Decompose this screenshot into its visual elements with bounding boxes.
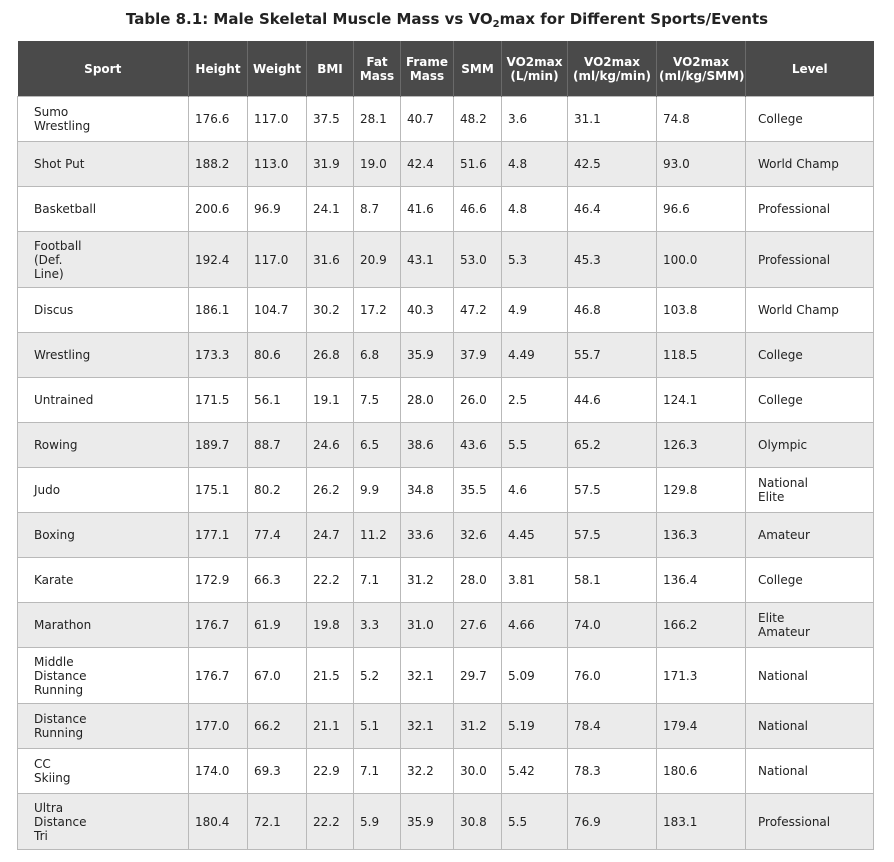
cell-frame-mass: 28.0 [401, 378, 454, 423]
cell-level [746, 704, 874, 749]
cell-bmi: 24.7 [307, 513, 354, 558]
cell-sport-line: Basketball [34, 202, 97, 216]
col-header-frame-mass-line1: Frame [405, 54, 449, 69]
cell-level [746, 333, 874, 378]
cell-weight: 61.9 [248, 603, 307, 648]
cell-fat-mass: 5.2 [354, 648, 401, 704]
cell-vo2-lmin: 5.09 [502, 648, 568, 704]
table-row [18, 794, 874, 850]
cell-fat-mass: 3.3 [354, 603, 401, 648]
table-row [18, 142, 874, 187]
cell-fat-mass: 7.1 [354, 749, 401, 794]
cell-level [746, 558, 874, 603]
cell-smm: 27.6 [454, 603, 502, 648]
col-header-weight-label: Weight [253, 61, 301, 76]
cell-weight: 77.4 [248, 513, 307, 558]
cell-weight: 117.0 [248, 97, 307, 142]
cell-weight: 104.7 [248, 288, 307, 333]
cell-height: 174.0 [189, 749, 248, 794]
col-header-bmi-label: BMI [317, 61, 343, 76]
cell-vo2-lmin: 5.5 [502, 423, 568, 468]
cell-sport-line: Running [34, 726, 84, 740]
cell-weight: 117.0 [248, 232, 307, 288]
col-header-vo2-mlkgmin-line1: VO2max [584, 54, 640, 69]
table-row [18, 232, 874, 288]
cell-fat-mass: 5.9 [354, 794, 401, 850]
cell-sport [18, 378, 189, 423]
cell-vo2-mlkgsmm: 136.3 [657, 513, 746, 558]
cell-sport-line: Discus [34, 303, 74, 317]
cell-frame-mass: 34.8 [401, 468, 454, 513]
cell-vo2-mlkgsmm: 124.1 [657, 378, 746, 423]
col-header-vo2-mlkgsmm-line2: (ml/kg/SMM) [659, 68, 745, 83]
cell-level-line: National [758, 476, 809, 490]
cell-smm: 51.6 [454, 142, 502, 187]
cell-sport-line: Ultra [34, 800, 64, 815]
col-header-fat-mass-line2: Mass [359, 68, 395, 83]
cell-sport [18, 468, 189, 513]
cell-sport-line: Distance [34, 814, 87, 829]
cell-level-line: National [758, 764, 809, 778]
cell-sport-line: Rowing [34, 438, 78, 452]
table-row [18, 378, 874, 423]
cell-vo2-mlkgsmm: 74.8 [657, 97, 746, 142]
cell-level [746, 97, 874, 142]
table-row [18, 187, 874, 232]
table-row [18, 468, 874, 513]
cell-vo2-lmin: 3.6 [502, 97, 568, 142]
cell-vo2-lmin: 5.42 [502, 749, 568, 794]
cell-vo2-lmin: 4.6 [502, 468, 568, 513]
table-row [18, 603, 874, 648]
cell-vo2-mlkgsmm: 179.4 [657, 704, 746, 749]
cell-vo2-mlkgmin: 55.7 [568, 333, 657, 378]
cell-level-line: Elite [758, 611, 785, 625]
table-row [18, 97, 874, 142]
cell-level-line: Professional [758, 814, 831, 829]
col-header-fat-mass [354, 41, 401, 97]
cell-vo2-mlkgsmm: 118.5 [657, 333, 746, 378]
cell-height: 177.0 [189, 704, 248, 749]
cell-sport [18, 232, 189, 288]
cell-level-line: College [758, 348, 803, 362]
cell-sport [18, 423, 189, 468]
cell-level-line: Amateur [758, 528, 810, 542]
cell-frame-mass: 42.4 [401, 142, 454, 187]
cell-vo2-lmin: 2.5 [502, 378, 568, 423]
cell-height: 176.6 [189, 97, 248, 142]
cell-vo2-lmin: 5.3 [502, 232, 568, 288]
cell-smm: 30.0 [454, 749, 502, 794]
cell-vo2-mlkgsmm: 126.3 [657, 423, 746, 468]
cell-sport-line: Boxing [34, 528, 75, 542]
cell-height: 173.3 [189, 333, 248, 378]
table-row [18, 288, 874, 333]
cell-height: 188.2 [189, 142, 248, 187]
cell-fat-mass: 5.1 [354, 704, 401, 749]
cell-vo2-lmin: 3.81 [502, 558, 568, 603]
cell-weight: 67.0 [248, 648, 307, 704]
table-title [0, 10, 894, 30]
cell-height: 192.4 [189, 232, 248, 288]
cell-smm: 29.7 [454, 648, 502, 704]
col-header-fat-mass-line1: Fat [366, 54, 388, 69]
col-header-frame-mass-line2: Mass [409, 68, 445, 83]
cell-frame-mass: 38.6 [401, 423, 454, 468]
cell-sport-line: Wrestling [34, 119, 91, 133]
cell-smm: 35.5 [454, 468, 502, 513]
table-title-prefix: Table 8.1: Male Skeletal Muscle Mass vs VO [125, 10, 493, 28]
cell-bmi: 19.1 [307, 378, 354, 423]
cell-weight: 96.9 [248, 187, 307, 232]
cell-vo2-mlkgmin: 76.0 [568, 648, 657, 704]
cell-level-line: Professional [758, 202, 831, 216]
table-body [18, 97, 874, 850]
cell-sport-line: CC [34, 757, 51, 771]
cell-smm: 28.0 [454, 558, 502, 603]
header-row [18, 41, 874, 97]
cell-height: 180.4 [189, 794, 248, 850]
cell-vo2-mlkgmin: 44.6 [568, 378, 657, 423]
cell-vo2-lmin: 5.19 [502, 704, 568, 749]
cell-sport [18, 749, 189, 794]
cell-level-line: National [758, 719, 809, 733]
cell-bmi: 31.9 [307, 142, 354, 187]
cell-frame-mass: 32.2 [401, 749, 454, 794]
cell-height: 200.6 [189, 187, 248, 232]
cell-vo2-mlkgmin: 78.4 [568, 704, 657, 749]
cell-bmi: 22.2 [307, 794, 354, 850]
cell-level-line: College [758, 112, 803, 126]
cell-sport [18, 97, 189, 142]
cell-smm: 26.0 [454, 378, 502, 423]
cell-frame-mass: 40.7 [401, 97, 454, 142]
table-title-suffix: max for Different Sports/Events [499, 10, 769, 28]
cell-fat-mass: 7.1 [354, 558, 401, 603]
cell-level [746, 648, 874, 704]
cell-level-line: Professional [758, 252, 831, 267]
cell-weight: 69.3 [248, 749, 307, 794]
cell-vo2-mlkgmin: 74.0 [568, 603, 657, 648]
col-header-sport [18, 41, 189, 97]
cell-smm: 43.6 [454, 423, 502, 468]
cell-bmi: 26.8 [307, 333, 354, 378]
cell-height: 176.7 [189, 648, 248, 704]
cell-level-line: World Champ [758, 303, 839, 317]
cell-sport-line: Karate [34, 573, 74, 587]
cell-frame-mass: 35.9 [401, 794, 454, 850]
cell-level [746, 468, 874, 513]
cell-height: 186.1 [189, 288, 248, 333]
table-row [18, 423, 874, 468]
col-header-vo2-mlkgsmm-line1: VO2max [673, 54, 729, 69]
cell-fat-mass: 9.9 [354, 468, 401, 513]
cell-vo2-lmin: 4.9 [502, 288, 568, 333]
cell-bmi: 31.6 [307, 232, 354, 288]
cell-level-line: College [758, 573, 803, 587]
cell-vo2-mlkgmin: 46.8 [568, 288, 657, 333]
cell-level-line: National [758, 668, 809, 683]
cell-bmi: 21.5 [307, 648, 354, 704]
cell-sport [18, 603, 189, 648]
col-header-bmi [307, 41, 354, 97]
cell-level [746, 423, 874, 468]
cell-vo2-mlkgsmm: 129.8 [657, 468, 746, 513]
cell-weight: 88.7 [248, 423, 307, 468]
cell-fat-mass: 28.1 [354, 97, 401, 142]
cell-vo2-mlkgmin: 78.3 [568, 749, 657, 794]
table-title-subscript: 2 [492, 19, 500, 30]
cell-bmi: 22.9 [307, 749, 354, 794]
cell-smm: 30.8 [454, 794, 502, 850]
cell-vo2-mlkgmin: 57.5 [568, 468, 657, 513]
cell-weight: 66.3 [248, 558, 307, 603]
cell-sport-line: Untrained [34, 393, 94, 407]
table-row [18, 749, 874, 794]
cell-sport-line: Distance [34, 668, 87, 683]
cell-vo2-mlkgmin: 31.1 [568, 97, 657, 142]
cell-vo2-lmin: 4.49 [502, 333, 568, 378]
cell-level-line: Elite [758, 490, 785, 504]
cell-fat-mass: 8.7 [354, 187, 401, 232]
cell-frame-mass: 40.3 [401, 288, 454, 333]
cell-height: 177.1 [189, 513, 248, 558]
cell-vo2-mlkgsmm: 183.1 [657, 794, 746, 850]
cell-fat-mass: 6.5 [354, 423, 401, 468]
cell-sport-line: Wrestling [34, 348, 91, 362]
table-row [18, 333, 874, 378]
cell-weight: 72.1 [248, 794, 307, 850]
cell-smm: 37.9 [454, 333, 502, 378]
cell-sport [18, 648, 189, 704]
cell-fat-mass: 17.2 [354, 288, 401, 333]
col-header-vo2-lmin [502, 41, 568, 97]
cell-frame-mass: 32.1 [401, 648, 454, 704]
cell-vo2-lmin: 4.8 [502, 187, 568, 232]
data-table [17, 41, 874, 850]
cell-vo2-mlkgmin: 46.4 [568, 187, 657, 232]
cell-height: 189.7 [189, 423, 248, 468]
cell-fat-mass: 11.2 [354, 513, 401, 558]
cell-sport [18, 558, 189, 603]
cell-height: 176.7 [189, 603, 248, 648]
cell-level [746, 794, 874, 850]
cell-vo2-mlkgmin: 65.2 [568, 423, 657, 468]
cell-weight: 80.6 [248, 333, 307, 378]
cell-vo2-lmin: 4.45 [502, 513, 568, 558]
cell-level [746, 749, 874, 794]
cell-sport-line: Distance [34, 712, 87, 726]
cell-sport-line: Running [34, 682, 84, 697]
table-row [18, 648, 874, 704]
cell-fat-mass: 6.8 [354, 333, 401, 378]
cell-sport-line: Football [34, 238, 82, 253]
cell-vo2-lmin: 4.66 [502, 603, 568, 648]
col-header-frame-mass [401, 41, 454, 97]
cell-vo2-mlkgsmm: 93.0 [657, 142, 746, 187]
cell-fat-mass: 7.5 [354, 378, 401, 423]
cell-frame-mass: 33.6 [401, 513, 454, 558]
cell-sport [18, 187, 189, 232]
cell-smm: 32.6 [454, 513, 502, 558]
cell-bmi: 21.1 [307, 704, 354, 749]
cell-sport-line: Sumo [34, 105, 69, 119]
cell-sport-line: Marathon [34, 618, 92, 632]
cell-height: 171.5 [189, 378, 248, 423]
cell-sport [18, 142, 189, 187]
cell-vo2-mlkgmin: 57.5 [568, 513, 657, 558]
cell-bmi: 24.1 [307, 187, 354, 232]
col-header-vo2-mlkgmin-line2: (ml/kg/min) [572, 68, 652, 83]
col-header-weight [248, 41, 307, 97]
cell-bmi: 37.5 [307, 97, 354, 142]
cell-vo2-mlkgsmm: 100.0 [657, 232, 746, 288]
cell-smm: 46.6 [454, 187, 502, 232]
cell-level [746, 603, 874, 648]
table-row [18, 558, 874, 603]
col-header-height-label: Height [195, 61, 241, 76]
cell-level-line: Olympic [758, 438, 808, 452]
cell-vo2-mlkgmin: 42.5 [568, 142, 657, 187]
col-header-level-label: Level [791, 61, 828, 76]
cell-level [746, 142, 874, 187]
cell-level-line: World Champ [758, 157, 839, 171]
cell-bmi: 19.8 [307, 603, 354, 648]
cell-bmi: 26.2 [307, 468, 354, 513]
col-header-vo2-mlkgmin [568, 41, 657, 97]
col-header-smm-label: SMM [461, 61, 494, 76]
cell-vo2-mlkgmin: 76.9 [568, 794, 657, 850]
cell-frame-mass: 41.6 [401, 187, 454, 232]
cell-vo2-mlkgsmm: 171.3 [657, 648, 746, 704]
cell-height: 172.9 [189, 558, 248, 603]
cell-bmi: 24.6 [307, 423, 354, 468]
cell-level [746, 288, 874, 333]
cell-frame-mass: 32.1 [401, 704, 454, 749]
cell-weight: 80.2 [248, 468, 307, 513]
cell-sport [18, 513, 189, 558]
cell-level [746, 378, 874, 423]
col-header-vo2-lmin-line2: (L/min) [510, 68, 559, 83]
col-header-vo2-mlkgsmm [657, 41, 746, 97]
cell-sport-line: Tri [34, 828, 48, 843]
table-row [18, 513, 874, 558]
cell-sport [18, 288, 189, 333]
table-row [18, 704, 874, 749]
cell-sport-line: (Def. [34, 252, 63, 267]
cell-frame-mass: 35.9 [401, 333, 454, 378]
cell-sport [18, 794, 189, 850]
cell-bmi: 30.2 [307, 288, 354, 333]
cell-level [746, 187, 874, 232]
cell-vo2-mlkgmin: 45.3 [568, 232, 657, 288]
cell-level-line: College [758, 393, 803, 407]
col-header-smm [454, 41, 502, 97]
cell-smm: 48.2 [454, 97, 502, 142]
cell-sport-line: Shot Put [34, 157, 85, 171]
col-header-level [746, 41, 874, 97]
cell-vo2-mlkgsmm: 180.6 [657, 749, 746, 794]
cell-frame-mass: 31.2 [401, 558, 454, 603]
cell-smm: 31.2 [454, 704, 502, 749]
cell-weight: 66.2 [248, 704, 307, 749]
cell-frame-mass: 43.1 [401, 232, 454, 288]
cell-sport [18, 333, 189, 378]
cell-weight: 113.0 [248, 142, 307, 187]
cell-vo2-mlkgsmm: 166.2 [657, 603, 746, 648]
cell-sport [18, 704, 189, 749]
cell-frame-mass: 31.0 [401, 603, 454, 648]
cell-height: 175.1 [189, 468, 248, 513]
cell-smm: 53.0 [454, 232, 502, 288]
cell-sport-line: Judo [34, 483, 61, 497]
col-header-height [189, 41, 248, 97]
cell-sport-line: Middle [34, 654, 74, 669]
cell-level [746, 232, 874, 288]
cell-vo2-lmin: 4.8 [502, 142, 568, 187]
cell-sport-line: Skiing [34, 771, 71, 785]
cell-smm: 47.2 [454, 288, 502, 333]
cell-weight: 56.1 [248, 378, 307, 423]
cell-bmi: 22.2 [307, 558, 354, 603]
cell-fat-mass: 19.0 [354, 142, 401, 187]
cell-vo2-mlkgmin: 58.1 [568, 558, 657, 603]
cell-fat-mass: 20.9 [354, 232, 401, 288]
cell-vo2-lmin: 5.5 [502, 794, 568, 850]
cell-vo2-mlkgsmm: 136.4 [657, 558, 746, 603]
cell-vo2-mlkgsmm: 96.6 [657, 187, 746, 232]
cell-sport-line: Line) [34, 266, 64, 281]
cell-vo2-mlkgsmm: 103.8 [657, 288, 746, 333]
cell-level [746, 513, 874, 558]
cell-level-line: Amateur [758, 625, 810, 639]
col-header-sport-label: Sport [84, 61, 122, 76]
col-header-vo2-lmin-line1: VO2max [506, 54, 563, 69]
